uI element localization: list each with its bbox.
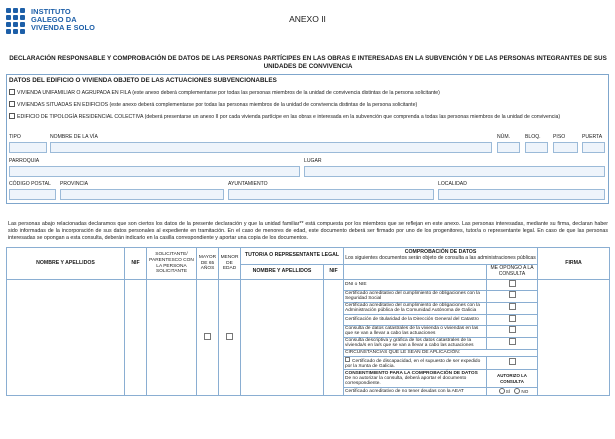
logo-line: INSTITUTO [31, 7, 71, 16]
person-name-cell[interactable] [7, 280, 125, 396]
header-mayor-65: MAYOR DE 65 AÑOS [197, 248, 219, 280]
aeat-radio-cell [487, 388, 538, 396]
logo-line: GALEGO DA [31, 15, 77, 25]
doc-catastro: Certificación de titularidad de la Dirección General del Catastro [344, 314, 487, 325]
radio-si-label: SÍ [505, 389, 511, 395]
header-nif: NIF [125, 248, 147, 280]
persons-table [6, 247, 610, 396]
label-nombre-via: NOMBRE DE LA VÍA [50, 134, 98, 140]
localidad-field[interactable] [438, 189, 605, 200]
opongo-cell [487, 314, 538, 325]
option-label: VIVIENDAS SITUADAS EN EDIFICIOS (este anexo deberá complementarse por todas las personas miembros de la unidad de convivencia distintas de la persona solicitante) [17, 102, 418, 108]
consent-text: De no autorizar la consulta, deberá aportar el documento correspondiente. [345, 376, 467, 387]
radio-no[interactable] [514, 388, 520, 394]
checkbox[interactable] [9, 89, 15, 95]
radio-no-label: NO [521, 389, 529, 395]
header-nombre: NOMBRE Y APELLIDOS [7, 248, 125, 280]
checkbox[interactable] [9, 101, 15, 107]
lugar-field[interactable] [304, 166, 605, 177]
label-ayuntamiento: AYUNTAMIENTO [228, 181, 268, 187]
label-puerta: PUERTA [582, 134, 603, 140]
label-bloq: BLOQ. [525, 134, 541, 140]
annex-title: ANEXO II [289, 14, 326, 24]
doc-catastrales: Consulta de datos catastrales de la vivienda o viviendas en las que se van a llevar a cabo las actuaciones [344, 325, 487, 337]
opongo-cell [487, 356, 538, 370]
doc-seguridad-social: Certificado acreditativo del cumplimiento de obligaciones con la Seguridad Social [344, 290, 487, 302]
doc-descriptiva: Consulta descriptiva y gráfica de los datos catastrales de la vivienda/s en la/s que se van a llevar a cabo las actuaciones [344, 337, 487, 349]
document-title: DECLARACIÓN RESPONSABLE Y COMPROBACIÓN DE DATOS DE LAS PERSONAS PARTÍCIPES EN LAS OBRAS E INTERESADAS EN LA SUBVENCIÓN Y DE LAS PERSONAS INTEGRANTES DE SUS UNIDADES DE CONVIVENCIA [9, 55, 607, 70]
circumstance-discapacidad[interactable] [344, 356, 487, 370]
opongo-checkbox[interactable] [509, 358, 516, 365]
comprobacion-title: COMPROBACIÓN DE DATOS [404, 249, 477, 256]
autorizo-header: AUTORIZO LA CONSULTA [487, 370, 538, 388]
tipo-field[interactable] [9, 142, 47, 153]
label-parroquia: PARROQUIA [9, 158, 40, 164]
puerta-field[interactable] [582, 142, 605, 153]
header-tutor-nif: NIF [324, 265, 344, 280]
checkbox[interactable] [9, 113, 15, 119]
opongo-checkbox[interactable] [509, 280, 516, 287]
logo-line: VIVENDA E SOLO [31, 23, 95, 33]
tutor-nif-cell[interactable] [324, 280, 344, 396]
label-codigo-postal: CÓDIGO POSTAL [9, 181, 51, 187]
option-edificios[interactable] [9, 101, 604, 108]
opongo-checkbox[interactable] [509, 326, 516, 333]
label-piso: PISO [553, 134, 566, 140]
circumstance-label: Certificado de discapacidad, en el supuesto de ser expedido por la Xunta de Galicia. [345, 358, 481, 369]
opongo-checkbox[interactable] [509, 338, 516, 345]
doc-dni: DNI o NIE [344, 280, 487, 291]
nombre-via-field[interactable] [50, 142, 492, 153]
doc-aeat: Certificado acreditativo de no tener deudas con la AEAT [344, 388, 487, 396]
piso-field[interactable] [553, 142, 578, 153]
opongo-checkbox[interactable] [509, 291, 516, 298]
option-colectiva[interactable] [9, 113, 604, 120]
label-tipo: TIPO [9, 134, 21, 140]
header-firma: FIRMA [538, 248, 610, 280]
header-solicitante: SOLICITANTE/ PARENTESCO CON LA PERSONA SOLICITANTE [147, 248, 197, 280]
opongo-cell [487, 302, 538, 314]
opongo-checkbox[interactable] [509, 315, 516, 322]
menor-cell [219, 280, 241, 396]
person-relation-cell[interactable] [147, 280, 197, 396]
opongo-cell [487, 290, 538, 302]
circumstances-heading: CIRCUNSTANCIAS QUE LE SEAN DE APLICACIÓN: [344, 349, 538, 356]
mayor-65-checkbox[interactable] [204, 333, 211, 340]
consent-block [344, 370, 487, 388]
tutor-name-cell[interactable] [241, 280, 324, 396]
menor-checkbox[interactable] [226, 333, 233, 340]
declaration-text: Las personas abajo relacionadas declaramos que son ciertos los datos de la presente declaración y que la unidad familiar** está compuesta por los miembros que se reflejan en este anexo. Las personas interesadas, mediante su firma, declaran haber sido informadas de la incorporación de sus datos personales al expediente en tramitación. En el caso de menores de edad, este documento deberá ser firmado por uno de los progenitores, tutor/a o representante legal. En caso de que las personas interesadas se opongan a esta consulta, deberán indicarlo en la casilla correspondiente y aportar una copia de los documentos. [8, 221, 608, 241]
label-provincia: PROVINCIA [60, 181, 89, 187]
doc-xunta: Certificado acreditativo del cumplimiento de obligaciones con la Administración pública de la Comunidad Autónoma de Galicia [344, 302, 487, 314]
consent-heading: CONSENTIMIENTO PARA LA COMPROBACIÓN DE DATOS [345, 370, 478, 376]
mayor-65-cell [197, 280, 219, 396]
opongo-checkbox[interactable] [509, 303, 516, 310]
header-opongo: ME OPONGO A LA CONSULTA [487, 265, 538, 280]
ayuntamiento-field[interactable] [228, 189, 434, 200]
label-num: NÚM. [497, 134, 511, 140]
num-field[interactable] [497, 142, 520, 153]
signature-cell[interactable] [538, 280, 610, 396]
provincia-field[interactable] [60, 189, 224, 200]
header-menor: MENOR DE EDAD [219, 248, 241, 280]
header-tutor-nombre: NOMBRE Y APELLIDOS [241, 265, 324, 280]
person-nif-cell[interactable] [125, 280, 147, 396]
radio-si[interactable] [499, 388, 505, 394]
codigo-postal-field[interactable] [9, 189, 56, 200]
label-lugar: LUGAR [304, 158, 322, 164]
header-tutor: TUTOR/A O REPRESENTANTE LEGAL [241, 248, 344, 265]
option-label: EDIFICIO DE TIPOLOGÍA RESIDENCIAL COLECTIVA (deberá presentarse un anexo II por cada vivienda partícipe en las obras e interesada en la subvención que comprenda a todas las personas miembros de la unidad de convivencia) [17, 114, 561, 120]
building-section-heading: DATOS DEL EDIFICIO O VIVIENDA OBJETO DE LAS ACTUACIONES SUBVENCIONABLES [9, 77, 277, 84]
label-localidad: LOCALIDAD [438, 181, 467, 187]
opongo-cell [487, 337, 538, 349]
option-label: VIVIENDA UNIFAMILIAR O AGRUPADA EN FILA (este anexo deberá complementarse por todas las personas miembros de la unidad de convivencia distintas de la persona solicitante) [17, 90, 440, 96]
discapacidad-checkbox[interactable] [345, 357, 350, 362]
option-unifamiliar[interactable] [9, 89, 604, 96]
comprobacion-subtitle: Los siguientes documentos serán objeto de consulta a las administraciones públicas [345, 255, 536, 261]
header-comprobacion [344, 248, 538, 265]
bloq-field[interactable] [525, 142, 548, 153]
opongo-cell [487, 280, 538, 291]
opongo-cell [487, 325, 538, 337]
parroquia-field[interactable] [9, 166, 300, 177]
